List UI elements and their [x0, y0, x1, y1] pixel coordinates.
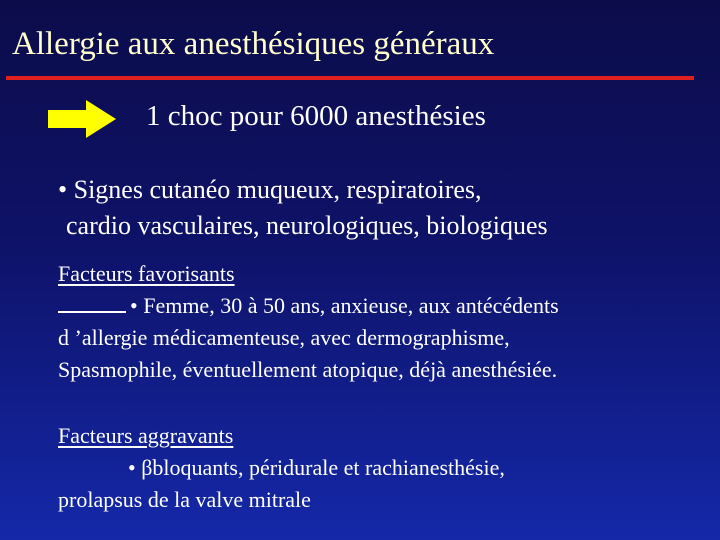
- favorisants-section: [58, 258, 559, 386]
- favorisants-line-1: [58, 290, 559, 322]
- aggravants-section: [58, 420, 505, 516]
- signs-line-2: cardio vasculaires, neurologiques, biologiques: [66, 211, 548, 240]
- favorisants-line-1-text: • Femme, 30 à 50 ans, anxieuse, aux antécédents: [130, 293, 559, 318]
- aggravants-heading: Facteurs aggravants: [58, 423, 234, 448]
- underline-blank: [58, 311, 126, 313]
- favorisants-heading: Facteurs favorisants: [58, 261, 235, 286]
- incidence-statement: 1 choc pour 6000 anesthésies: [146, 100, 486, 132]
- title-underline-divider: [6, 76, 694, 80]
- favorisants-line-2: d ’allergie médicamenteuse, avec dermographisme,: [58, 325, 510, 350]
- signs-line-1: • Signes cutanéo muqueux, respiratoires,: [58, 175, 482, 204]
- favorisants-line-3: Spasmophile, éventuellement atopique, déjà anesthésiée.: [58, 357, 558, 382]
- aggravants-line-2: prolapsus de la valve mitrale: [58, 487, 311, 512]
- slide-title: Allergie aux anesthésiques généraux: [12, 26, 495, 62]
- right-arrow-icon: [48, 100, 116, 138]
- signs-bullet: [58, 172, 548, 244]
- aggravants-line-1: • βbloquants, péridurale et rachianesthésie,: [128, 455, 505, 480]
